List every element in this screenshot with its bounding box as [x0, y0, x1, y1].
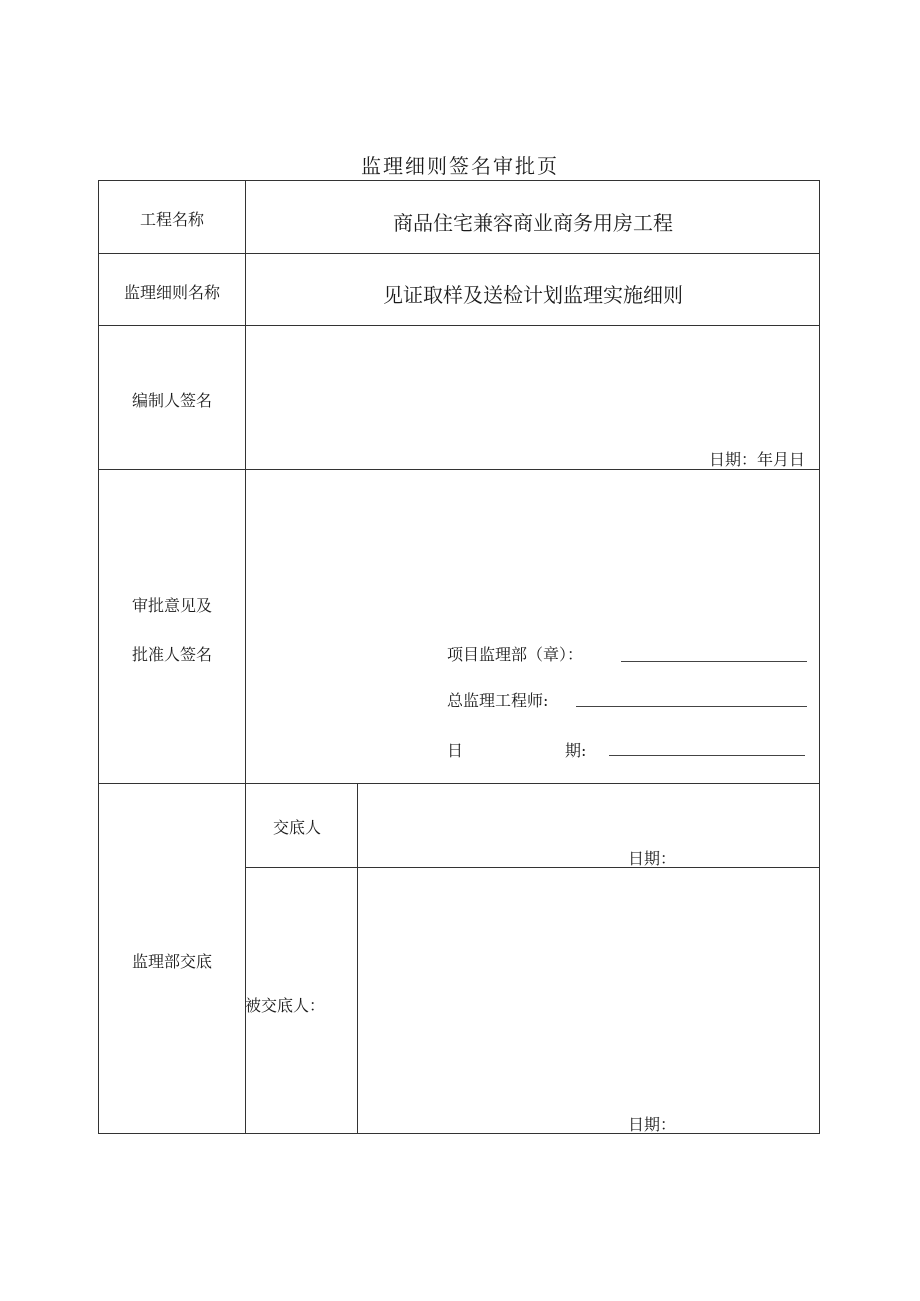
row-divider: [99, 325, 819, 326]
approval-date-line: [609, 755, 805, 756]
column-divider: [357, 783, 358, 1133]
row-divider: [99, 253, 819, 254]
column-divider: [245, 181, 246, 1133]
handover-receiver-date: 日期：: [628, 1115, 677, 1134]
approval-date-right: 期:: [565, 741, 587, 760]
approval-label-line2: 批准人签名: [131, 645, 212, 664]
project-name-value: 商品住宅兼容商业商务用房工程: [393, 211, 673, 235]
handover-giver-date: 日期：: [628, 849, 677, 868]
row-divider: [245, 867, 819, 868]
approval-date-left: 日: [447, 741, 464, 760]
approval-form-table: [98, 180, 820, 1134]
handover-giver-label: 交底人: [273, 818, 322, 837]
author-signature-label: 编制人签名: [131, 391, 212, 410]
author-date: 日期：年月日: [709, 450, 806, 469]
row-divider: [99, 783, 819, 784]
dept-seal-label: 项目监理部（章）：: [447, 645, 584, 664]
handover-label: 监理部交底: [131, 952, 212, 971]
approval-label-line1: 审批意见及: [131, 596, 212, 615]
chief-engineer-label: 总监理工程师:: [447, 691, 549, 710]
dept-seal-line: [621, 661, 807, 662]
project-name-label: 工程名称: [139, 210, 204, 229]
page-title: 监理细则签名审批页: [361, 154, 559, 178]
chief-engineer-line: [576, 706, 807, 707]
handover-receiver-label: 被交底人：: [245, 996, 326, 1015]
rule-name-label: 监理细则名称: [123, 283, 220, 302]
rule-name-value: 见证取样及送检计划监理实施细则: [383, 283, 683, 307]
